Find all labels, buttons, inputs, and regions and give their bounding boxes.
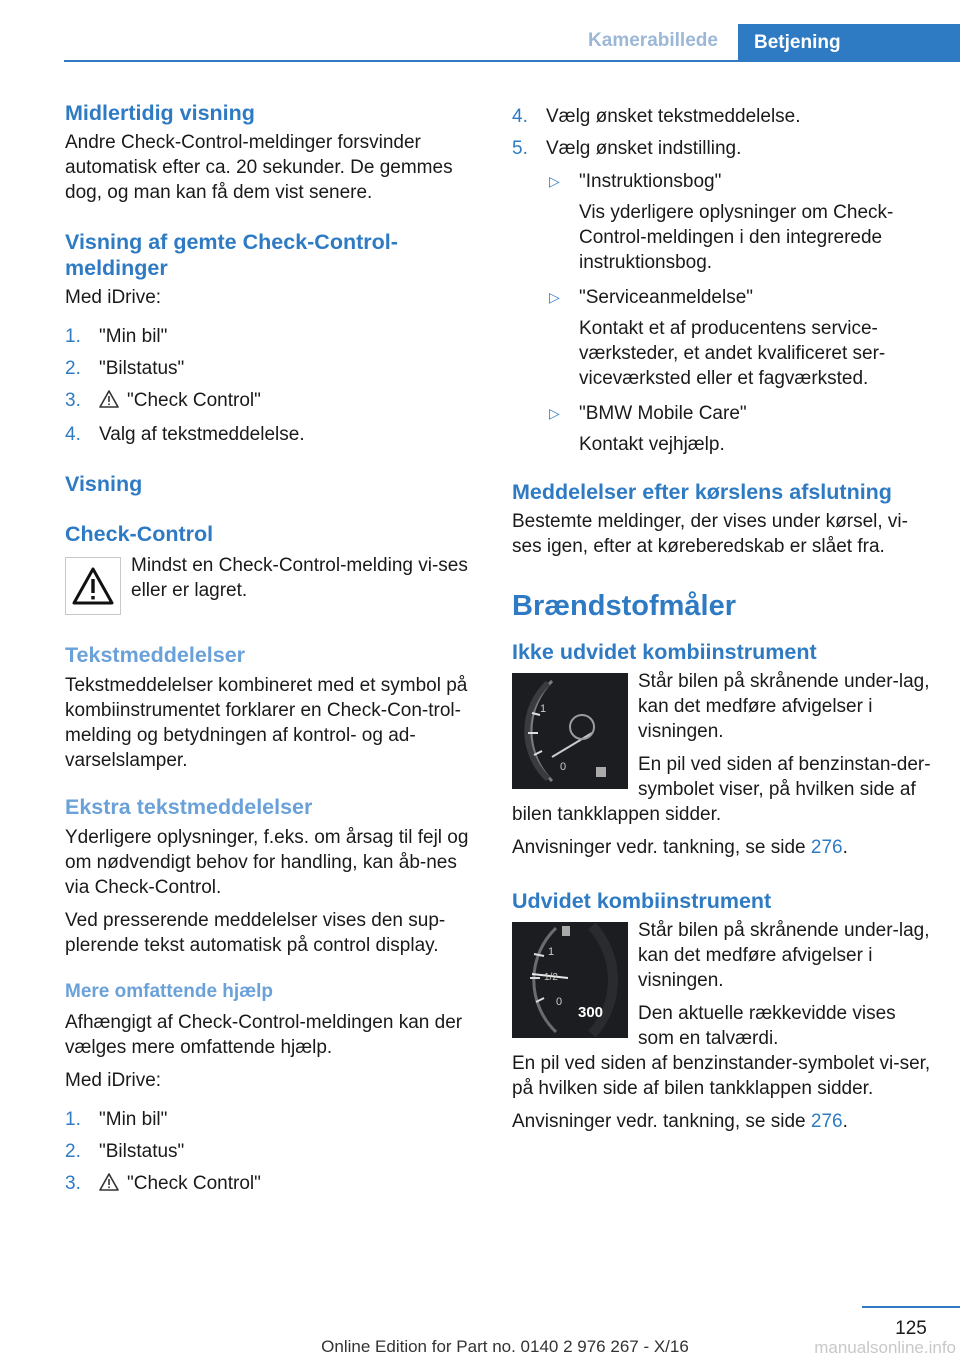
gauge-mark-full: 1 bbox=[548, 946, 555, 958]
extended-cluster-text-1: Står bilen på skrånende under-lag, kan det medføre afvigelser i visningen. bbox=[638, 920, 930, 991]
gauge-mark-empty: 0 bbox=[560, 761, 567, 773]
saved-intro: Med iDrive: bbox=[65, 287, 162, 308]
warning-triangle-icon bbox=[65, 557, 121, 615]
gauge-mark-full: 1 bbox=[540, 703, 547, 715]
more-help-text: Afhængigt af Check-Control-meldingen kan der vælges mere omfattende hjælp. bbox=[65, 1012, 463, 1058]
basic-fuel-gauge-image bbox=[512, 673, 628, 789]
extra-messages-heading: Ekstra tekstmeddelelser bbox=[65, 795, 313, 819]
list-item: 5. Vælg ønsket indstilling. bbox=[512, 138, 742, 159]
page-link[interactable]: 276 bbox=[810, 837, 843, 858]
list-item: 1. "Min bil" bbox=[65, 326, 168, 347]
list-item: 2. "Bilstatus" bbox=[65, 358, 185, 379]
list-item: 4. Vælg ønsket tekstmeddelelse. bbox=[512, 106, 801, 127]
right-column bbox=[512, 100, 932, 1134]
list-item: ▷ "BMW Mobile Care" Kontakt vejhjælp. bbox=[549, 403, 747, 455]
text-messages-heading: Tekstmeddelelser bbox=[65, 643, 246, 667]
fuel-gauge-heading: Brændstofmåler bbox=[512, 590, 736, 622]
watermark: manualsonline.info bbox=[814, 1338, 956, 1357]
list-item: 4. Valg af tekstmeddelelse. bbox=[65, 424, 305, 445]
extended-cluster-text-2: Den aktuelle rækkevidde vises som en talværdi. bbox=[638, 1003, 896, 1049]
warning-triangle-icon bbox=[99, 1173, 119, 1198]
basic-cluster-text-2: En pil ved siden af benzinstan-der-symbolet viser, på hvilken side af bilen tankklappen sidder. bbox=[512, 754, 931, 825]
triangle-bullet-icon: ▷ bbox=[549, 289, 560, 305]
warning-triangle-icon bbox=[99, 390, 119, 415]
extended-refuel-reference: Anvisninger vedr. tankning, se side 276. bbox=[512, 1111, 848, 1132]
extra-messages-text-2: Ved presserende meddelelser vises den sup-plerende tekst automatisk på control display. bbox=[65, 910, 446, 956]
chapter-tab[interactable]: Betjening bbox=[738, 24, 960, 62]
range-readout: 300 bbox=[578, 1004, 604, 1021]
footer-rule bbox=[862, 1306, 960, 1308]
saved-steps-list bbox=[65, 324, 480, 447]
gauge-mark-empty: 0 bbox=[556, 996, 563, 1008]
section-tab[interactable]: Kamerabillede bbox=[588, 30, 718, 51]
basic-refuel-reference: Anvisninger vedr. tankning, se side 276. bbox=[512, 837, 848, 858]
list-item: ▷ "Serviceanmeldelse" Kontakt et af producentens service-værksteder, et andet kvalificeret ser-viceværksted eller et fagværksted. bbox=[549, 287, 886, 389]
help-steps-list bbox=[65, 1107, 480, 1198]
page-number: 125 bbox=[895, 1318, 927, 1339]
extra-messages-text-1: Yderligere oplysninger, f.eks. om årsag til fejl og om nødvendigt behov for handling, kan åb-nes via Check-Control. bbox=[65, 827, 469, 898]
extended-cluster-text-3: En pil ved siden af benzinstander-symbolet vi-ser, på hvilken side af bilen tankklappen sidder. bbox=[512, 1053, 931, 1099]
page-link[interactable]: 276 bbox=[810, 1111, 843, 1132]
options-list bbox=[512, 169, 932, 457]
check-control-heading: Check-Control bbox=[65, 522, 214, 546]
triangle-bullet-icon: ▷ bbox=[549, 173, 560, 189]
saved-messages-heading: Visning af gemte Check-Control-meldinger bbox=[65, 230, 398, 280]
triangle-bullet-icon: ▷ bbox=[549, 405, 560, 421]
gauge-mark-half: 1/2 bbox=[544, 972, 558, 983]
temp-display-heading: Midlertidig visning bbox=[65, 101, 255, 125]
page-header bbox=[0, 0, 960, 62]
list-item: ▷ "Instruktionsbog" Vis yderligere oplysninger om Check-Control-meldingen i den integrerede instruktionsbog. bbox=[549, 171, 894, 273]
basic-cluster-text-1: Står bilen på skrånende under-lag, kan det medføre afvigelser i visningen. bbox=[638, 671, 930, 742]
select-steps-list bbox=[512, 104, 932, 161]
header-rule bbox=[64, 60, 960, 62]
temp-display-text: Andre Check-Control-meldinger forsvinder automatisk efter ca. 20 sekunder. De gemmes dog, og man kan få dem vist senere. bbox=[65, 132, 453, 203]
more-help-heading: Mere omfattende hjælp bbox=[65, 981, 273, 1002]
after-drive-heading: Meddelelser efter kørslens afslutning bbox=[512, 480, 892, 504]
more-help-intro: Med iDrive: bbox=[65, 1070, 162, 1091]
left-column bbox=[65, 100, 480, 1205]
after-drive-text: Bestemte meldinger, der vises under kørsel, vi-ses igen, efter at køreberedskab er slået fra. bbox=[512, 511, 908, 557]
extended-cluster-heading: Udvidet kombiinstrument bbox=[512, 889, 772, 913]
display-heading: Visning bbox=[65, 472, 143, 496]
list-item: 2. "Bilstatus" bbox=[65, 1141, 185, 1162]
text-messages-text: Tekstmeddelelser kombineret med et symbol på kombiinstrumentet forklarer en Check-Con-trol-melding og betydningen af kontrol- og ad-varselslamper. bbox=[65, 675, 468, 771]
list-item: 1. "Min bil" bbox=[65, 1109, 168, 1130]
check-control-text: Mindst en Check-Control-melding vi-ses eller er lagret. bbox=[131, 555, 468, 601]
extended-fuel-gauge-image bbox=[512, 922, 628, 1038]
basic-cluster-heading: Ikke udvidet kombiinstrument bbox=[512, 640, 817, 664]
list-item: 3. "Check Control" bbox=[65, 1171, 480, 1198]
list-item: 3. "Check Control" bbox=[65, 388, 480, 415]
edition-footer: Online Edition for Part no. 0140 2 976 267 - X/16 bbox=[321, 1337, 689, 1356]
